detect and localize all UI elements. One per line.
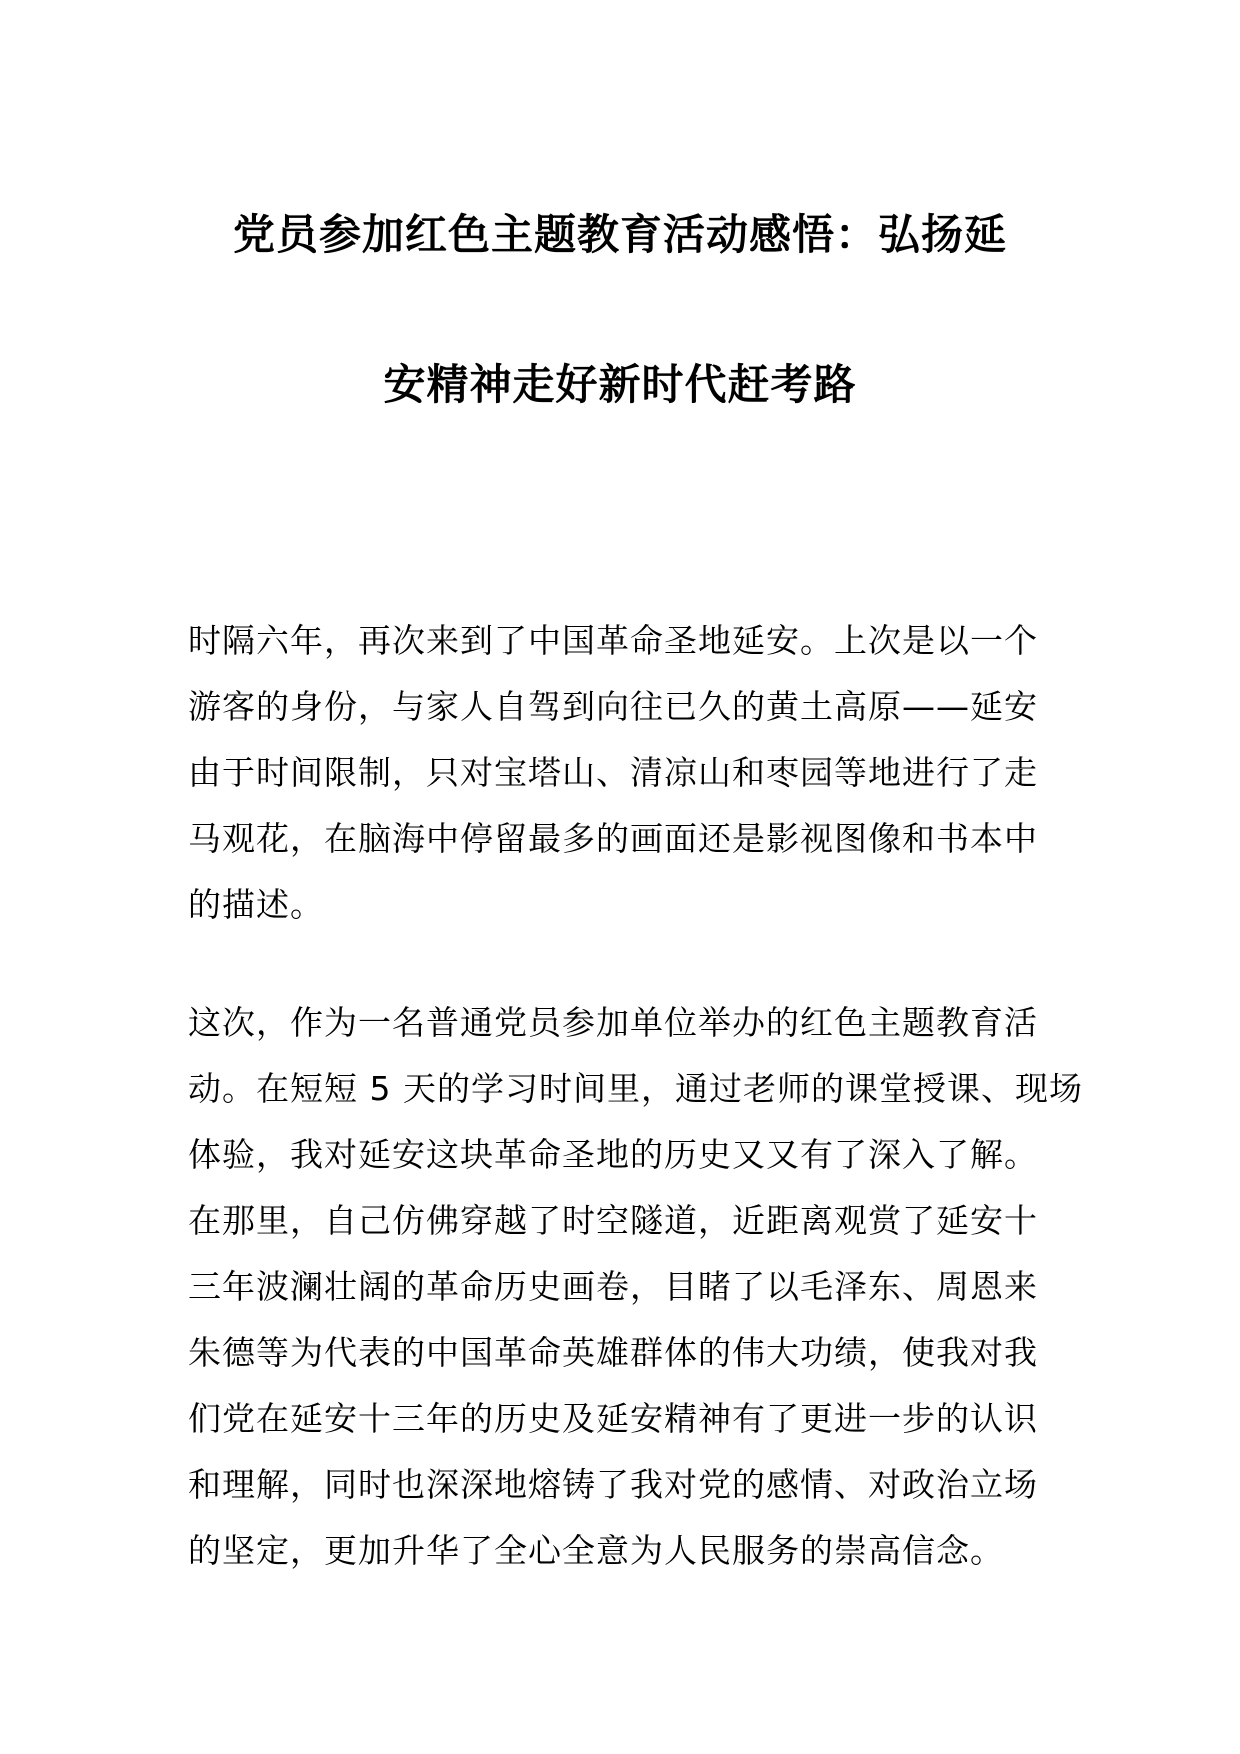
paragraph-2 bbox=[188, 990, 1083, 1584]
paragraph-line: 动。在短短 5 天的学习时间里，通过老师的课堂授课、现场 bbox=[188, 1069, 1083, 1108]
paragraph-line: 的描述。 bbox=[188, 885, 324, 924]
paragraph-line: 朱德等为代表的中国革命英雄群体的伟大功绩，使我对我 bbox=[188, 1333, 1038, 1372]
paragraph-line: 和理解，同时也深深地熔铸了我对党的感情、对政治立场 bbox=[188, 1465, 1038, 1504]
paragraph-line: 的坚定，更加升华了全心全意为人民服务的崇高信念。 bbox=[188, 1531, 1004, 1570]
document-title-line-1: 党员参加红色主题教育活动感悟：弘扬延 bbox=[232, 210, 1007, 259]
paragraph-line: 马观花，在脑海中停留最多的画面还是影视图像和书本中 bbox=[188, 819, 1038, 858]
paragraph-1 bbox=[188, 608, 1068, 938]
paragraph-line: 时隔六年，再次来到了中国革命圣地延安。上次是以一个 bbox=[188, 621, 1038, 660]
paragraph-line: 三年波澜壮阔的革命历史画卷，目睹了以毛泽东、周恩来 bbox=[188, 1267, 1038, 1306]
paragraph-line: 游客的身份，与家人自驾到向往已久的黄土高原——延安 bbox=[188, 687, 1038, 726]
paragraph-line: 由于时间限制，只对宝塔山、清凉山和枣园等地进行了走 bbox=[188, 753, 1038, 792]
paragraph-line: 体验，我对延安这块革命圣地的历史又又有了深入了解。 bbox=[188, 1135, 1038, 1174]
paragraph-line: 在那里，自己仿佛穿越了时空隧道，近距离观赏了延安十 bbox=[188, 1201, 1038, 1240]
paragraph-line: 们党在延安十三年的历史及延安精神有了更进一步的认识 bbox=[188, 1399, 1038, 1438]
paragraph-line: 这次，作为一名普通党员参加单位举办的红色主题教育活 bbox=[188, 1003, 1038, 1042]
document-title-line-2: 安精神走好新时代赶考路 bbox=[383, 360, 857, 409]
